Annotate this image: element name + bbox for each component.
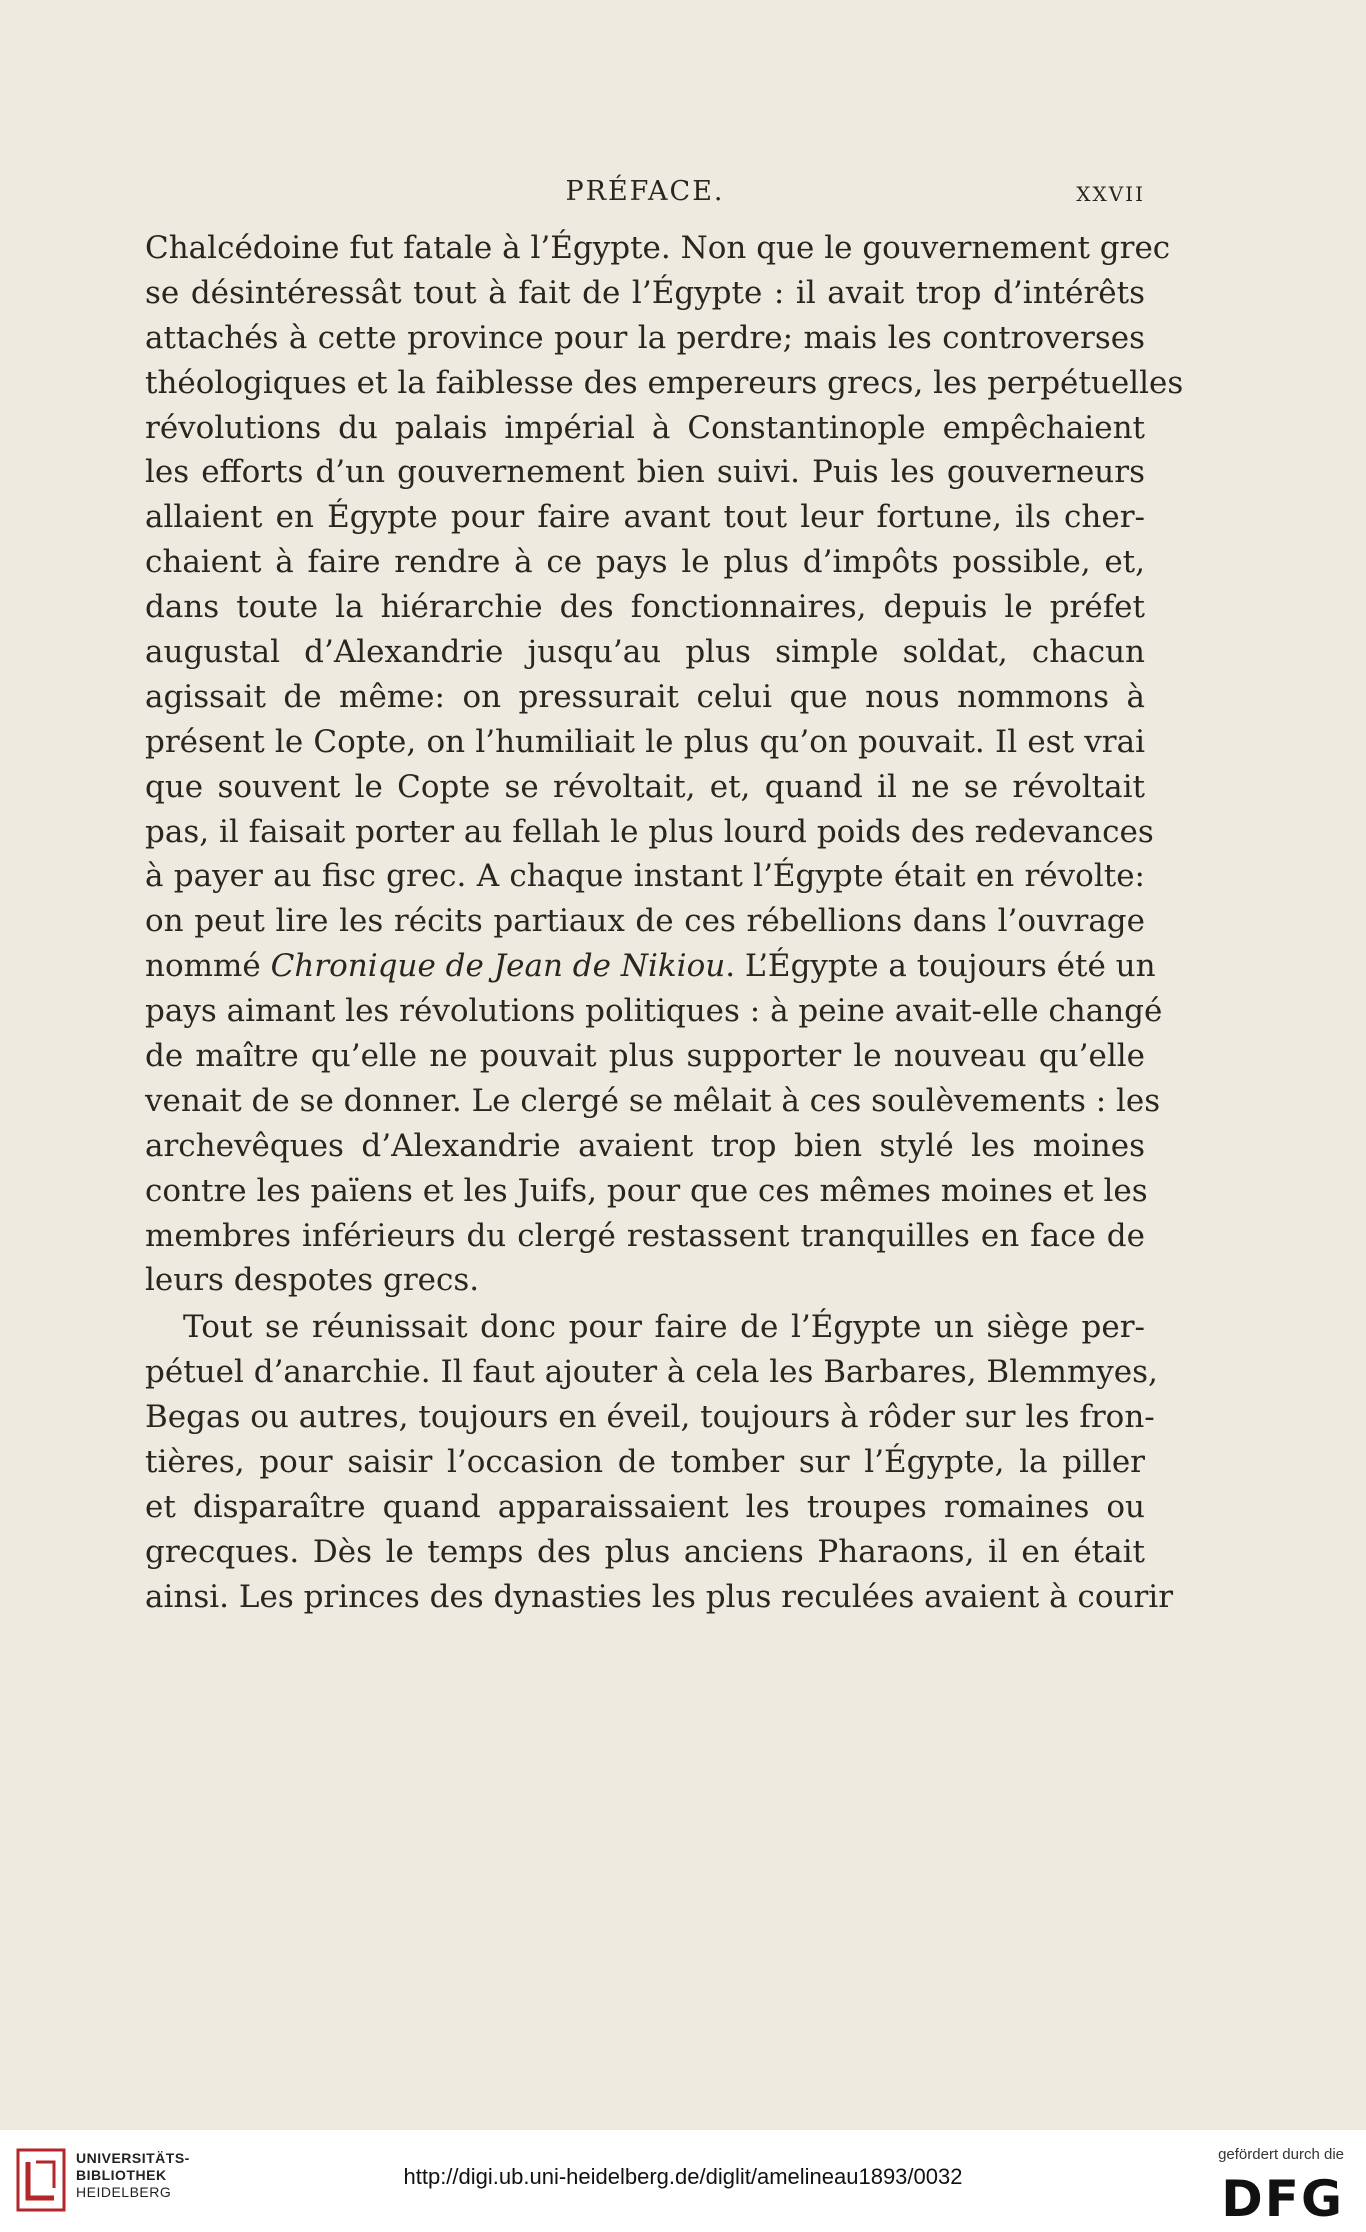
- text-line: leurs despotes grecs.: [145, 1262, 480, 1299]
- text-line: augustal d’Alexandrie jusqu’au plus simple soldat, chacun: [145, 634, 1145, 671]
- library-line-2: BIBLIOTHEK: [76, 2167, 167, 2183]
- text-line: archevêques d’Alexandrie avaient trop bien stylé les moines: [145, 1127, 1145, 1164]
- page-number: XXVII: [1076, 182, 1145, 206]
- italic-book-title: Chronique de Jean de Nikiou: [270, 948, 726, 985]
- text-line: théologiques et la faiblesse des empereurs grecs, les perpétuelles: [145, 364, 1184, 401]
- text-line: ainsi. Les princes des dynasties les plus reculées avaient à courir: [145, 1578, 1174, 1615]
- digitization-footer: [0, 2130, 1366, 2232]
- text-segment: . L’Égypte a toujours été un: [725, 948, 1156, 985]
- text-line: attachés à cette province pour la perdre; mais les controverses: [145, 319, 1145, 356]
- library-line-1: UNIVERSITÄTS-: [76, 2150, 190, 2166]
- text-segment: nommé: [145, 948, 271, 985]
- text-line: pétuel d’anarchie. Il faut ajouter à cela les Barbares, Blemmyes,: [145, 1354, 1158, 1391]
- text-line: de maître qu’elle ne pouvait plus supporter le nouveau qu’elle: [145, 1038, 1145, 1075]
- text-line: pas, il faisait porter au fellah le plus lourd poids des redevances: [145, 813, 1154, 850]
- text-line: Chalcédoine fut fatale à l’Égypte. Non que le gouvernement grec: [145, 230, 1171, 266]
- text-line: révolutions du palais impérial à Constantinople empêchaient: [145, 409, 1145, 446]
- text-line: venait de se donner. Le clergé se mêlait à ces soulèvements : les: [145, 1082, 1161, 1119]
- running-header: [145, 172, 1145, 212]
- dfg-logo: DFG: [1221, 2170, 1344, 2228]
- text-line: à payer au fisc grec. A chaque instant l’Égypte était en révolte:: [145, 858, 1145, 895]
- text-line: que souvent le Copte se révoltait, et, quand il ne se révoltait: [145, 768, 1145, 805]
- text-line: et disparaître quand apparaissaient les troupes romaines ou: [145, 1488, 1145, 1525]
- text-line-with-italic: [145, 944, 1156, 989]
- text-line: dans toute la hiérarchie des fonctionnaires, depuis le préfet: [145, 589, 1145, 626]
- text-line: allaient en Égypte pour faire avant tout leur fortune, ils cher-: [145, 499, 1145, 536]
- text-line: contre les païens et les Juifs, pour que ces mêmes moines et les: [145, 1172, 1148, 1209]
- funding-label: gefördert durch die: [1218, 2146, 1344, 2163]
- text-line: agissait de même: on pressurait celui que nous nommons à: [145, 678, 1145, 715]
- text-line: tières, pour saisir l’occasion de tomber sur l’Égypte, la piller: [145, 1444, 1145, 1481]
- text-line: chaient à faire rendre à ce pays le plus d’impôts possible, et,: [145, 544, 1145, 581]
- text-line: on peut lire les récits partiaux de ces rébellions dans l’ouvrage: [145, 903, 1145, 940]
- text-line: les efforts d’un gouvernement bien suivi. Puis les gouverneurs: [145, 454, 1145, 491]
- text-line: présent le Copte, on l’humiliait le plus qu’on pouvait. Il est vrai: [145, 723, 1145, 760]
- text-line: Begas ou autres, toujours en éveil, toujours à rôder sur les fron-: [145, 1399, 1155, 1436]
- text-line: pays aimant les révolutions politiques : à peine avait-elle changé: [145, 993, 1163, 1030]
- text-line: membres inférieurs du clergé restassent tranquilles en face de: [145, 1217, 1145, 1254]
- text-line: Tout se réunissait donc pour faire de l’Égypte un siège per-: [183, 1309, 1145, 1346]
- body-text: [145, 226, 1184, 1620]
- library-line-3: HEIDELBERG: [76, 2184, 172, 2200]
- text-line: grecques. Dès le temps des plus anciens Pharaons, il en était: [145, 1533, 1145, 1570]
- running-title: PRÉFACE.: [565, 176, 725, 207]
- permalink[interactable]: http://digi.ub.uni-heidelberg.de/diglit/amelineau1893/0032: [403, 2164, 963, 2189]
- text-line: se désintéressât tout à fait de l’Égypte : il avait trop d’intérêts: [145, 274, 1145, 311]
